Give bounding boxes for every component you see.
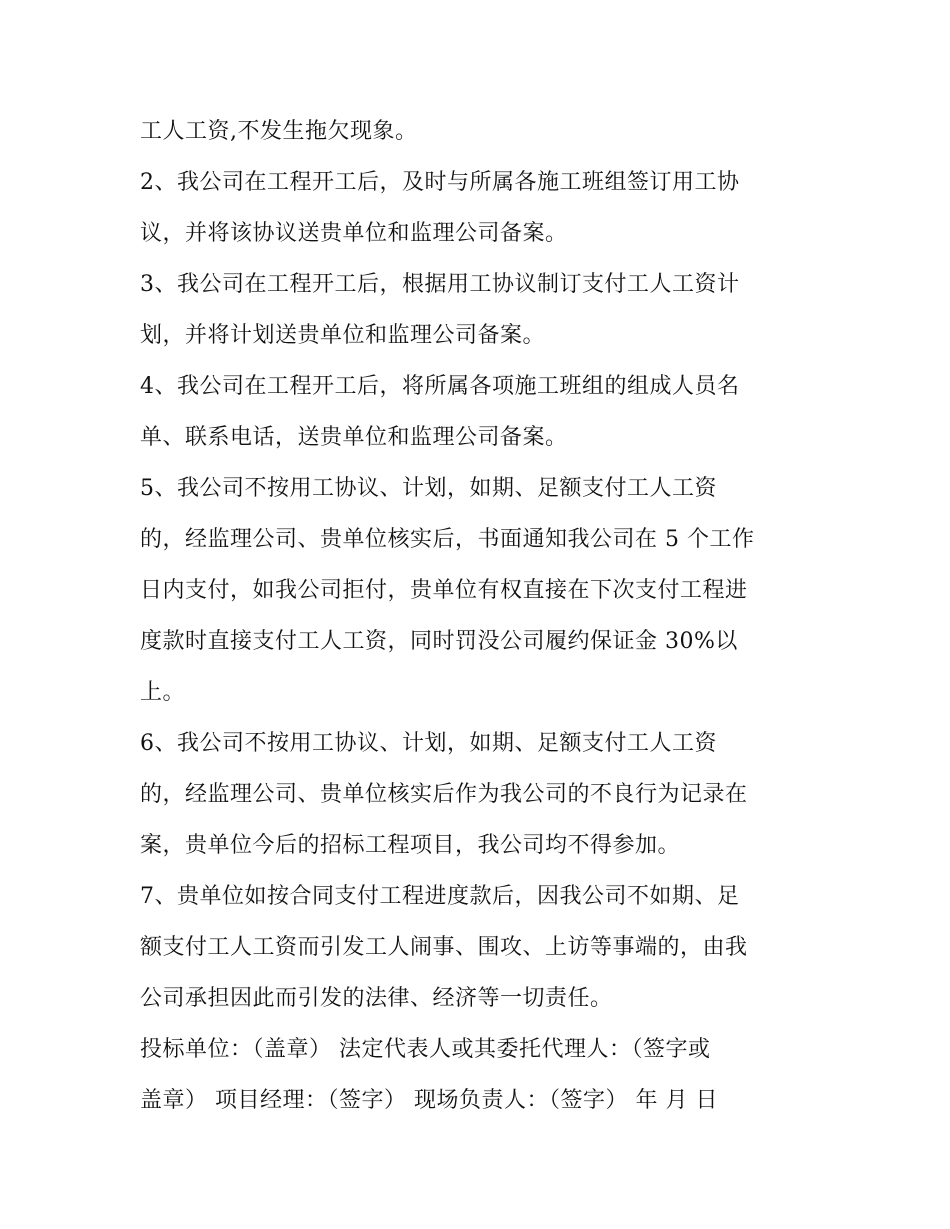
- paragraph-line: 2、我公司在工程开工后，及时与所属各施工班组签订用工协: [140, 170, 740, 195]
- paragraph-line: 议，并将该协议送贵单位和监理公司备案。: [140, 221, 568, 246]
- paragraph-line: 工人工资,不发生拖欠现象。: [140, 119, 418, 144]
- paragraph-line: 的，经监理公司、贵单位核实后，书面通知我公司在 5 个工作: [140, 527, 755, 552]
- signature-line: 盖章） 项目经理：（签字） 现场负责人：（签字） 年 月 日: [140, 1088, 718, 1113]
- paragraph-line: 4、我公司在工程开工后，将所属各项施工班组的组成人员名: [140, 374, 740, 399]
- paragraph-line: 度款时直接支付工人工资，同时罚没公司履约保证金 30%以: [140, 629, 738, 654]
- paragraph-line: 5、我公司不按用工协议、计划，如期、足额支付工人工资: [140, 476, 717, 501]
- paragraph-line: 的，经监理公司、贵单位核实后作为我公司的不良行为记录在: [140, 782, 748, 807]
- paragraph-line: 案，贵单位今后的招标工程项目，我公司均不得参加。: [140, 833, 681, 858]
- paragraph-line: 单、联系电话，送贵单位和监理公司备案。: [140, 425, 568, 450]
- paragraph-line: 公司承担因此而引发的法律、经济等一切责任。: [140, 986, 613, 1011]
- paragraph-line: 划，并将计划送贵单位和监理公司备案。: [140, 323, 546, 348]
- paragraph-line: 6、我公司不按用工协议、计划，如期、足额支付工人工资: [140, 731, 717, 756]
- paragraph-line: 额支付工人工资而引发工人闹事、围攻、上访等事端的，由我: [140, 935, 748, 960]
- paragraph-line: 7、贵单位如按合同支付工程进度款后，因我公司不如期、足: [140, 884, 740, 909]
- paragraph-line: 3、我公司在工程开工后，根据用工协议制订支付工人工资计: [140, 272, 740, 297]
- signature-line: 投标单位：（盖章） 法定代表人或其委托代理人：（签字或: [140, 1037, 711, 1062]
- document-body: [140, 106, 830, 1126]
- paragraph-line: 日内支付，如我公司拒付，贵单位有权直接在下次支付工程进: [140, 578, 748, 603]
- paragraph-line: 上。: [140, 680, 186, 705]
